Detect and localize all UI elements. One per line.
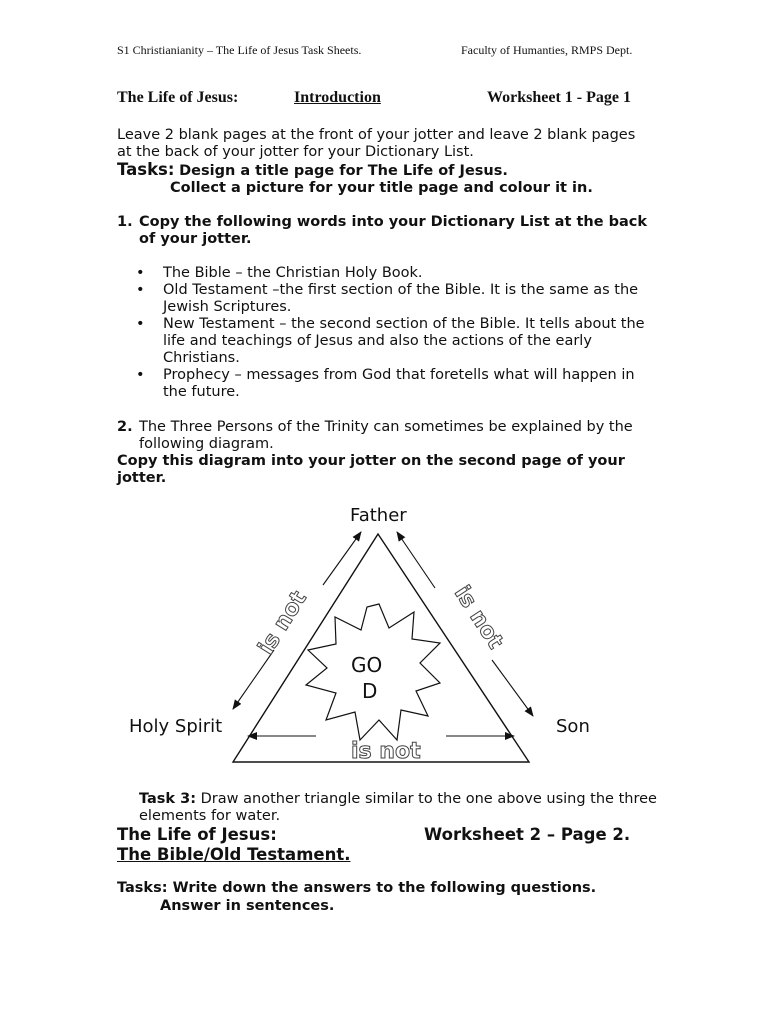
task1-number: 1. xyxy=(117,214,133,230)
task3 xyxy=(139,791,659,825)
worksheet2-tasks-line1: Write down the answers to the following questions. xyxy=(172,880,597,896)
label-god-1: GO xyxy=(351,653,383,677)
section-title: Introduction xyxy=(294,89,381,106)
tasks-line2: Collect a picture for your title page and colour it in. xyxy=(170,180,593,196)
task2-instruction: Copy this diagram into your jotter on the second page of your jotter. xyxy=(117,453,625,486)
list-item: • New Testament – the second section of the Bible. It tells about the life and teachings of Jesus and also the actions of the early Christians. xyxy=(116,316,661,367)
worksheet2-title: The Life of Jesus: xyxy=(117,825,277,844)
task2-text: The Three Persons of the Trinity can sometimes be explained by the following diagram. xyxy=(139,419,633,452)
arrow-right-to-father xyxy=(397,532,435,588)
tasks-line1: Design a title page for The Life of Jesus. xyxy=(179,163,508,179)
label-father: Father xyxy=(350,505,407,526)
is-not-right: is not xyxy=(448,581,508,654)
arrow-left-to-father xyxy=(323,532,361,585)
intro-text: Leave 2 blank pages at the front of your jotter and leave 2 blank pages at the back of your jotter for your Dictionary List. xyxy=(117,127,636,160)
label-son: Son xyxy=(556,716,590,737)
worksheet2-page: Worksheet 2 – Page 2. xyxy=(424,825,631,844)
page-title: The Life of Jesus: xyxy=(117,89,239,106)
task3-label: Task 3: xyxy=(139,791,197,807)
header-right: Faculty of Humanties, RMPS Dept. xyxy=(461,43,633,57)
worksheet2-tasks xyxy=(117,880,677,897)
worksheet2-tasks-line2: Answer in sentences. xyxy=(160,898,335,914)
tasks-label: Tasks: xyxy=(117,160,175,179)
label-god-2: D xyxy=(362,679,378,703)
is-not-bottom: is not xyxy=(351,739,421,764)
is-not-left: is not xyxy=(253,586,312,660)
task2-number: 2. xyxy=(117,419,133,435)
worksheet2-tasks-label: Tasks: xyxy=(117,880,168,896)
header-left: S1 Christianianity – The Life of Jesus Task Sheets. xyxy=(117,43,362,57)
label-holy-spirit: Holy Spirit xyxy=(129,716,223,737)
list-item: • The Bible – the Christian Holy Book. xyxy=(116,265,661,282)
worksheet-label: Worksheet 1 - Page 1 xyxy=(487,89,631,106)
arrow-father-to-right xyxy=(492,660,533,716)
task1-text: Copy the following words into your Dictionary List at the back of your jotter. xyxy=(139,214,647,247)
list-item: • Old Testament –the first section of the Bible. It is the same as the Jewish Scriptures. xyxy=(116,282,661,316)
task3-text: Draw another triangle similar to the one above using the three elements for water. xyxy=(139,791,657,824)
worksheet2-subtitle: The Bible/Old Testament. xyxy=(117,845,351,864)
list-item: • Prophecy – messages from God that foretells what will happen in the future. xyxy=(116,367,661,401)
arrow-father-to-left xyxy=(233,650,274,709)
